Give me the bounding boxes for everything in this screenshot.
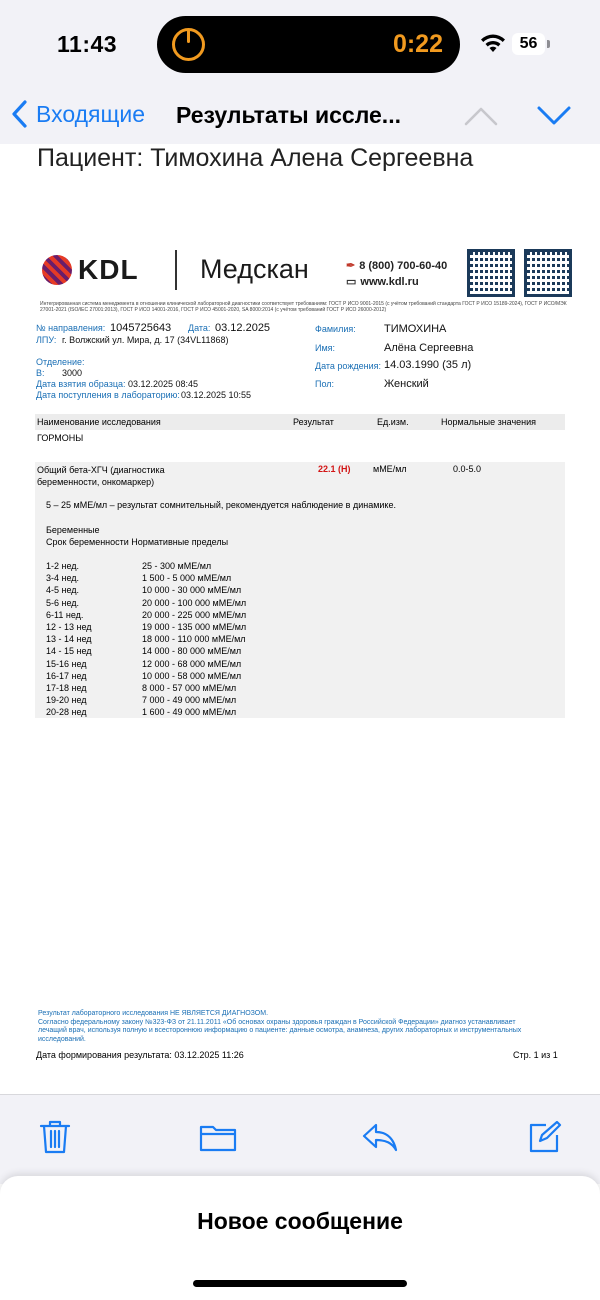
results-table-header [35,414,565,430]
logo-partner: Медскан [200,254,309,284]
result-formed-date: Дата формирования результата: 03.12.2025 11:26 [36,1050,244,1060]
pregnancy-term: 16-17 нед [46,670,87,681]
pregnancy-term: 14 - 15 нед [46,646,92,657]
chevron-up-icon[interactable] [463,102,499,130]
pregnant-header: Срок беременности Нормативные пределы [46,537,229,547]
timer-text: 0:22 [392,30,443,58]
compose-icon[interactable] [526,1119,562,1155]
received-date-label: Дата поступления в лабораторию: [36,390,180,400]
new-message-sheet[interactable] [0,1176,600,1300]
timer-icon [172,28,205,61]
mail-toolbar [0,1094,600,1184]
lab-website: ▭ www.kdl.ru [346,275,419,288]
page-counter: Стр. 1 из 1 [513,1050,558,1060]
pregnancy-range: 19 000 - 135 000 мМЕ/мл [142,622,247,632]
pregnancy-range: 20 000 - 100 000 мМЕ/мл [142,597,247,608]
disclaimer-1: Результат лабораторного исследования НЕ ЯВЛЯЕТСЯ ДИАГНОЗОМ. [38,1010,269,1017]
kdl-logo [42,254,139,286]
pregnancy-term: 19-20 нед [46,695,87,706]
pregnancy-range: 20 000 - 225 000 мМЕ/мл [142,609,247,620]
referral-value: 1045725643 [110,322,172,334]
v-label: В: [36,368,45,378]
back-label: Входящие [36,100,146,127]
sex-label: Пол: [315,379,335,389]
pregnancy-term: 4-5 нед. [46,585,80,596]
result-row [35,462,565,718]
surname-value: ТИМОХИНА [384,323,447,335]
pregnancy-range: 8 000 - 57 000 мМЕ/мл [142,683,237,693]
status-time: 11:43 [57,31,118,57]
qr-code-telegram [467,249,515,297]
test-normal-range: 0.0-5.0 [453,464,482,474]
status-bar [0,0,600,92]
nav-title: Результаты иссле... [176,102,401,128]
wifi-icon [480,33,506,53]
folder-icon[interactable] [198,1119,238,1155]
battery-icon: 56 [512,33,545,55]
dob-label: Дата рождения: [315,361,381,371]
pregnancy-term: 12 - 13 нед [46,622,92,632]
date-label: Дата: [188,323,211,333]
lpu-value: г. Волжский ул. Мира, д. 17 (34VL11868) [62,335,229,345]
test-result: 22.1 (Н) [318,464,351,474]
test-unit: мМЕ/мл [373,464,407,474]
pregnancy-range: 1 600 - 49 000 мМЕ/мл [142,707,237,718]
sample-date-value: 03.12.2025 08:45 [128,379,199,389]
sheet-title[interactable]: Новое сообщение [197,1208,403,1234]
pregnant-title: Беременные [46,525,100,535]
logo-brand: KDL [78,254,139,285]
trash-icon[interactable] [38,1119,72,1155]
date-value: 03.12.2025 [215,322,271,334]
document-view[interactable] [0,144,600,1094]
pregnancy-range: 12 000 - 68 000 мМЕ/мл [142,658,242,669]
sex-value: Женский [384,378,429,390]
pregnancy-range: 1 500 - 5 000 мМЕ/мл [142,573,232,584]
lab-phone: ✒ 8 (800) 700-60-40 [346,259,447,272]
name-value: Алёна Сергеевна [384,342,474,354]
surname-label: Фамилия: [315,324,356,334]
chevron-left-icon [12,100,28,128]
pregnancy-range: 10 000 - 30 000 мМЕ/мл [142,585,242,596]
home-indicator[interactable] [193,1280,407,1287]
pregnancy-range: 25 - 300 мМЕ/мл [142,561,212,571]
header-result: Результат [293,417,334,427]
section-title: ГОРМОНЫ [37,433,84,443]
certification-text: Интегрированная система менеджмента в отношении клинической лабораторной диагностики соответствует требованиям: ГОСТ Р ИСО 9001-2015 (с учётом требований стандарта ГОСТ Р ИСО 15189-2024), ГОСТ Р ИСО/МЭК 27001-2021 (ISO/IEC 27001:2013), ГОСТ Р ИСО 14001-2016, ГОСТ Р ИСО 45001-2020, SA 8000:2014 (с учётом требований ГОСТ Р ИСО 26000-2012) [40,301,567,313]
header-test-name: Наименование исследования [37,417,161,427]
referral-label: № направления: [36,323,106,333]
pregnancy-range: 14 000 - 80 000 мМЕ/мл [142,646,242,657]
result-note: 5 – 25 мМЕ/мл – результат сомнительный, рекомендуется наблюдение в динамике. [46,500,396,510]
pregnancy-term: 5-6 нед. [46,597,80,608]
chevron-down-icon[interactable] [536,102,572,130]
pregnancy-term: 1-2 нед. [46,561,80,571]
name-label: Имя: [315,343,336,353]
v-value: 3000 [62,368,83,378]
disclaimer-2: Согласно федеральному закону №323-ФЗ от 21.11.2011 «Об основах охраны здоровья граждан в Российской Федерации» диагноз устанавливает лечащий врач, используя полную и всестороннюю информацию о пациенте: данные осмотра, анамнеза, других лабораторных и инструментальных исследований. [38,1018,522,1043]
patient-line: Пациент: Тимохина Алена Сергеевна [37,144,474,172]
pregnancy-term: 6-11 нед. [46,609,84,620]
test-name: Общий бета-ХГЧ (диагностика беременности, онкомаркер) [37,465,165,487]
header-unit: Ед.изм. [377,417,409,427]
dob-value: 14.03.1990 (35 л) [384,359,472,371]
kdl-logo-icon [42,255,72,285]
pregnancy-term: 20-28 нед [46,707,87,718]
pregnancy-range: 10 000 - 58 000 мМЕ/мл [142,670,242,681]
received-date-value: 03.12.2025 10:55 [181,390,252,400]
reply-icon[interactable] [360,1119,400,1155]
pregnancy-block-title [46,524,228,548]
logo-divider [175,250,177,290]
dept-label: Отделение: [36,357,85,367]
pregnancy-term: 3-4 нед. [46,573,80,584]
sample-date-label: Дата взятия образца: [36,379,126,389]
pregnancy-term: 13 - 14 нед [46,634,92,645]
dynamic-island[interactable] [157,16,460,73]
disclaimer [38,1010,538,1044]
pregnancy-term: 15-16 нед [46,658,87,669]
qr-code-vk [524,249,572,297]
pregnancy-range: 18 000 - 110 000 мМЕ/мл [142,634,246,645]
lpu-label: ЛПУ: [36,335,57,345]
back-button[interactable] [12,100,145,128]
header-normal: Нормальные значения [441,417,537,427]
pregnancy-range: 7 000 - 49 000 мМЕ/мл [142,695,237,706]
nav-bar [0,92,600,144]
pregnancy-term: 17-18 нед [46,683,87,693]
